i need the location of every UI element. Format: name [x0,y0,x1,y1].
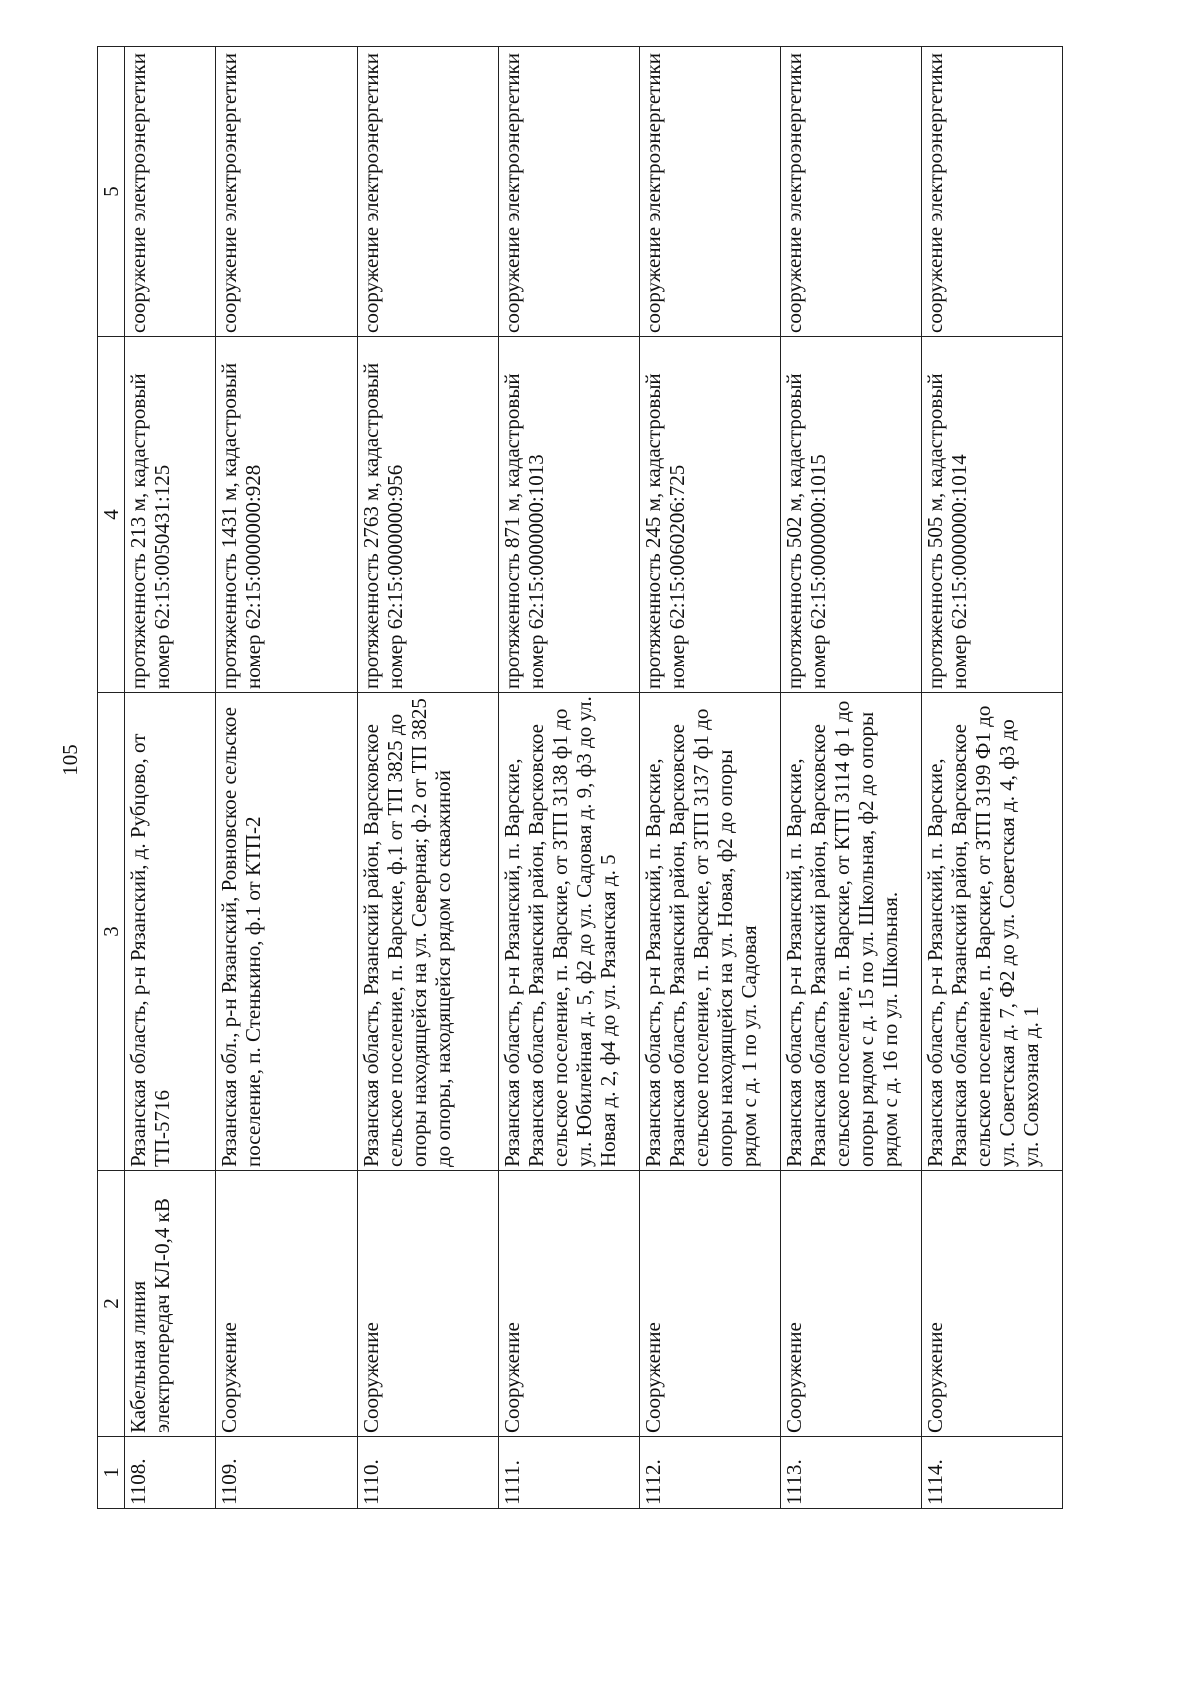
row-number-cell: 1112. [640,1437,781,1509]
object-type-cell: сооружение электроэнергетики [640,47,781,337]
details-cell: протяженность 871 м, кадастровый номер 62:15:0000000:1013 [499,337,640,693]
column-header-3: 3 [98,693,125,1171]
row-number-cell: 1109. [216,1437,358,1509]
details-cell: протяженность 2763 м, кадастровый номер 62:15:0000000:956 [358,337,499,693]
object-type-cell: сооружение электроэнергетики [216,47,358,337]
table-row [216,47,358,1509]
object-type-cell: сооружение электроэнергетики [125,47,216,337]
table-row [781,47,922,1509]
details-cell: протяженность 502 м, кадастровый номер 62:15:0000000:1015 [781,337,922,693]
row-number-cell: 1108. [125,1437,216,1509]
column-header-4: 4 [98,337,125,693]
table-row [358,47,499,1509]
registry-table [97,46,1063,1509]
location-cell: Рязанская область, Рязанский район, Варсковское сельское поселение, п. Варские, ф.1 от ТП 3825 до опоры находящейся на ул. Северная; ф.2 от ТП 3825 до опоры, находящейся рядом со скважиной [358,693,499,1171]
table-row [499,47,640,1509]
object-name-cell: Сооружение [358,1171,499,1437]
location-cell: Рязанская область, р-н Рязанский, п. Варские, Рязанская область, Рязанский район, Варсковское сельское поселение, п. Варские, от КТП 3114 ф 1 до опоры рядом с д. 15 по ул. Школьная, ф2 до опоры рядом с д. 16 по ул. Школьная. [781,693,922,1171]
location-cell: Рязанская обл., р-н Рязанский, Ровновское сельское поселение, п. Стенькино, ф.1 от КТП-2 [216,693,358,1171]
table-header-row [98,47,125,1509]
object-name-cell: Сооружение [640,1171,781,1437]
object-name-cell: Сооружение [499,1171,640,1437]
object-type-cell: сооружение электроэнергетики [499,47,640,337]
row-number-cell: 1110. [358,1437,499,1509]
registry-table-container [97,47,1063,1509]
table-row [922,47,1063,1509]
registry-table-rotated [97,47,1063,1509]
row-number-cell: 1111. [499,1437,640,1509]
column-header-5: 5 [98,47,125,337]
page-number: 105 [58,744,82,776]
row-number-cell: 1113. [781,1437,922,1509]
object-type-cell: сооружение электроэнергетики [358,47,499,337]
location-cell: Рязанская область, р-н Рязанский, д. Рубцово, от ТП-5716 [125,693,216,1171]
table-row [640,47,781,1509]
object-type-cell: сооружение электроэнергетики [922,47,1063,337]
object-name-cell: Сооружение [922,1171,1063,1437]
location-cell: Рязанская область, р-н Рязанский, п. Варские, Рязанская область, Рязанский район, Варсковское сельское поселение, п. Варские, от ЗТП 3137 ф1 до опоры находящейся на ул. Новая, ф2 до опоры рядом с д. 1 по ул. Садовая [640,693,781,1171]
location-cell: Рязанская область, р-н Рязанский, п. Варские, Рязанская область, Рязанский район, Варсковское сельское поселение, п. Варские, от ЗТП 3199 Ф1 до ул. Советская д. 7, Ф2 до ул. Советская д. 4, ф3 до ул. Совхозная д. 1 [922,693,1063,1171]
column-header-1: 1 [98,1437,125,1509]
details-cell: протяженность 1431 м, кадастровый номер 62:15:0000000:928 [216,337,358,693]
table-row [125,47,216,1509]
location-cell: Рязанская область, р-н Рязанский, п. Варские, Рязанская область, Рязанский район, Варсковское сельское поселение, п. Варские, от ЗТП 3138 ф1 до ул. Юбилейная д. 5, ф2 до ул. Садовая д. 9, ф3 до ул. Новая д. 2, ф4 до ул. Рязанская д. 5 [499,693,640,1171]
object-name-cell: Сооружение [216,1171,358,1437]
object-name-cell: Кабельная линия электропередач КЛ-0,4 кВ [125,1171,216,1437]
row-number-cell: 1114. [922,1437,1063,1509]
details-cell: протяженность 505 м, кадастровый номер 62:15:0000000:1014 [922,337,1063,693]
details-cell: протяженность 245 м, кадастровый номер 62:15:0060206:725 [640,337,781,693]
column-header-2: 2 [98,1171,125,1437]
object-type-cell: сооружение электроэнергетики [781,47,922,337]
object-name-cell: Сооружение [781,1171,922,1437]
details-cell: протяженность 213 м, кадастровый номер 62:15:0050431:125 [125,337,216,693]
